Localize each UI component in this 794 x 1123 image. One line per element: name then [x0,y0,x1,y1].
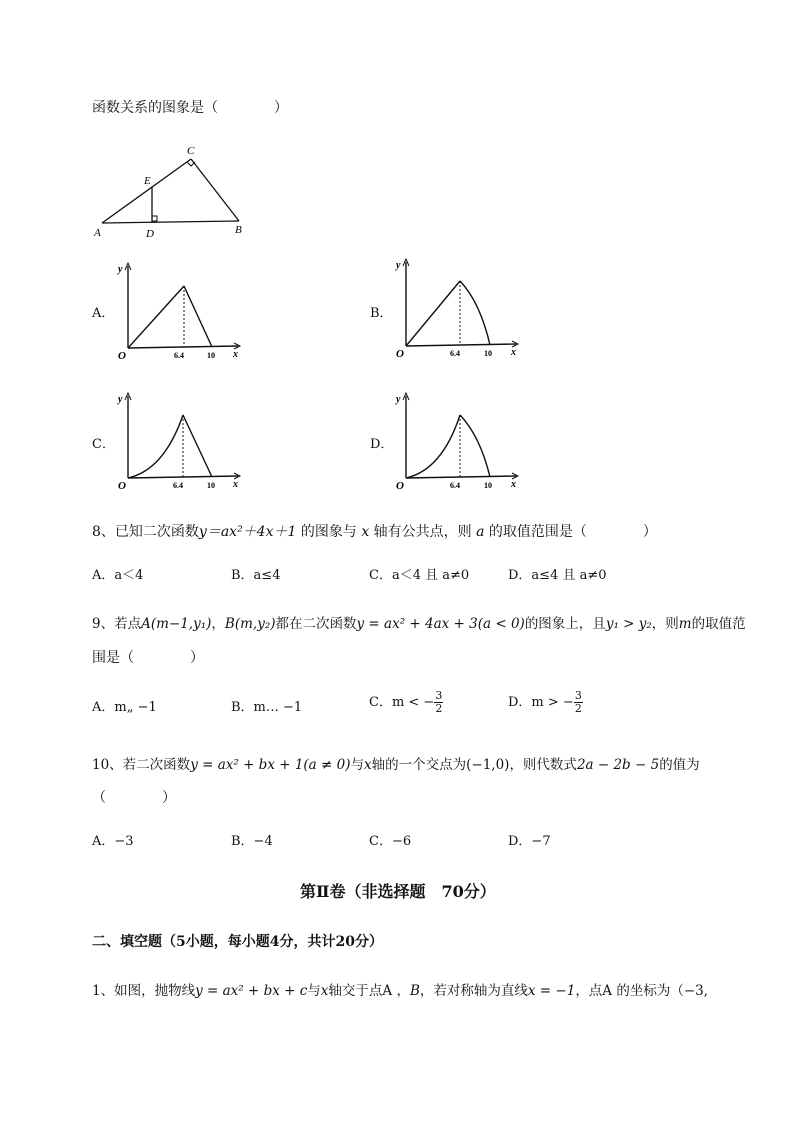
right-angle-c [187,162,195,166]
q10-option-d[interactable]: D．−7 [508,834,551,849]
fill-q1-stem: 1、如图，抛物线y = ax² + bx + c与x轴交于点A ，B，若对称轴为直线x = −1，点A 的坐标为（−3, [92,983,709,999]
svg-text:y: y [396,394,401,405]
q10-stem-line1: 10、若二次函数y = ax² + bx + 1(a ≠ 0)与x轴的一个交点为(−1,0)，则代数式2a − 2b − 5的值为 [92,757,700,773]
q7-option-c-label: C． [92,437,115,452]
q10-option-b[interactable]: B．−4 [231,834,273,849]
q7-tail-text: 函数关系的图象是（ ） [92,100,288,116]
q8-stem: 8、已知二次函数y＝ax²＋4x＋1 的图象与 x 轴有公共点，则 a 的取值范围是（ ） [92,524,657,540]
svg-text:6.4: 6.4 [450,481,460,490]
q8-option-b[interactable]: B．a≤4 [231,568,281,583]
svg-text:x: x [511,479,516,490]
q7-option-d-label: D． [370,437,394,452]
q8-option-c[interactable]: C．a＜4 且 a≠0 [369,568,470,583]
label-b: B [235,224,242,236]
segment-ab [102,221,239,223]
right-angle-d [152,216,157,221]
svg-text:O: O [396,480,404,492]
svg-text:y: y [118,394,123,405]
svg-text:6.4: 6.4 [174,351,184,360]
q8-option-a[interactable]: A．a＜4 [92,568,144,583]
q9-option-b[interactable]: B．m… −1 [231,700,303,715]
label-d: D [146,228,154,240]
svg-text:x: x [511,347,516,358]
svg-text:6.4: 6.4 [450,349,460,358]
svg-text:10: 10 [484,349,492,358]
q9-stem-line1: 9、若点A(m−1,y₁)，B(m,y₂)都在二次函数y = ax² + 4ax + 3(a < 0)的图象上，且y₁ > y₂，则m的取值范 [92,616,746,632]
q7-option-a-graph[interactable] [114,258,244,362]
q9-option-a[interactable]: A．m„ −1 [92,700,157,715]
q8-function: y＝ax²＋4x＋1 [198,524,297,540]
part2-title: 第Ⅱ卷（非选择题 70分） [300,882,496,901]
q9-option-d[interactable]: D．m > − $\frac{3}{2}$ [508,689,582,715]
svg-text:O: O [396,348,404,360]
svg-text:10: 10 [207,481,215,490]
triangle-figure [92,142,252,240]
q7-option-a-label: A． [92,306,115,321]
q10-option-a[interactable]: A．−3 [92,834,134,849]
q9-option-c[interactable]: C．m < − $\frac{3}{2}$ [369,689,443,715]
segment-ac [102,159,191,223]
label-e: E [144,175,151,187]
segment-cb [191,159,239,221]
q10-stem-line2: （ ） [92,790,176,806]
svg-text:O: O [118,480,126,492]
svg-text:x: x [233,479,238,490]
q7-option-c-graph[interactable] [114,388,244,492]
q8-option-d[interactable]: D．a≤4 且 a≠0 [508,568,607,583]
svg-text:O: O [118,350,126,362]
svg-text:10: 10 [484,481,492,490]
q10-option-c[interactable]: C．−6 [369,834,412,849]
svg-text:y: y [118,264,123,275]
label-c: C [187,145,195,157]
svg-text:x: x [233,349,238,360]
q7-option-d-graph[interactable] [392,388,522,492]
q7-option-b-label: B． [370,306,393,321]
fill-blank-heading: 二、填空题（5小题，每小题4分，共计20分） [92,934,383,950]
label-a: A [94,227,101,239]
svg-text:10: 10 [207,351,215,360]
q7-option-b-graph[interactable] [392,254,522,362]
q9-stem-line2: 围是（ ） [92,650,204,666]
svg-text:6.4: 6.4 [173,481,183,490]
svg-text:y: y [396,260,401,271]
